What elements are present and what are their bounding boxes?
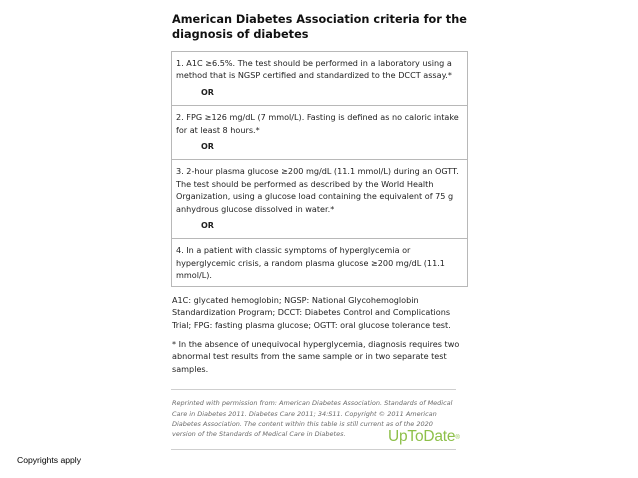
criteria-text: 3. 2-hour plasma glucose ≥200 mg/dL (11.1 mmol/L) during an OGTT. The test should be performed as described by the World Health Organization, using a glucose load containing the equivalent of 75 g anhydrous glucose dissolved in water.* — [176, 166, 459, 214]
criteria-text: 1. A1C ≥6.5%. The test should be performed in a laboratory using a method that is NGSP certified and standardized to the DCCT assay.* — [176, 58, 452, 81]
criteria-text: 2. FPG ≥126 mg/dL (7 mmol/L). Fasting is defined as no caloric intake for at least 8 hours.* — [176, 112, 459, 135]
criteria-row — [172, 106, 467, 160]
table-figure — [171, 12, 467, 450]
divider — [171, 389, 456, 390]
criteria-row — [172, 239, 467, 285]
table-footnotes — [171, 294, 462, 375]
uptodate-logo — [388, 428, 460, 446]
divider — [171, 449, 456, 450]
or-connector: OR — [201, 221, 214, 231]
table-title: American Diabetes Association criteria for the diagnosis of diabetes — [172, 13, 467, 41]
criteria-row — [172, 160, 467, 239]
or-connector: OR — [201, 87, 214, 97]
abbreviations-note: A1C: glycated hemoglobin; NGSP: National Glycohemoglobin Standardization Program; DCCT: Diabetes Control and Complications Trial; FPG: fasting plasma glucose; OGTT: oral glucose tolerance test. — [172, 294, 451, 330]
criteria-row — [172, 52, 467, 106]
copyright-notice: Copyrights apply — [17, 455, 82, 465]
reprint-permission: Reprinted with permission from: American Diabetes Association. Standards of Medical Care in Diabetes 2011. Diabetes Care 2011; 34:S11. Copyright © 2011 American Diabetes Association. The content within this table is still current as of the 2020 version of the Standards of Medical Care in Diabetes. — [172, 399, 453, 439]
asterisk-footnote: * In the absence of unequivocal hyperglycemia, diagnosis requires two abnormal test results from the same sample or in two separate test samples. — [172, 338, 460, 374]
criteria-table — [171, 51, 468, 287]
registered-mark: ® — [455, 435, 460, 441]
logo-text: UpToDate — [388, 428, 456, 445]
or-connector: OR — [201, 142, 214, 152]
criteria-text: 4. In a patient with classic symptoms of hyperglycemia or hyperglycemic crisis, a random plasma glucose ≥200 mg/dL (11.1 mmol/L). — [176, 245, 445, 281]
